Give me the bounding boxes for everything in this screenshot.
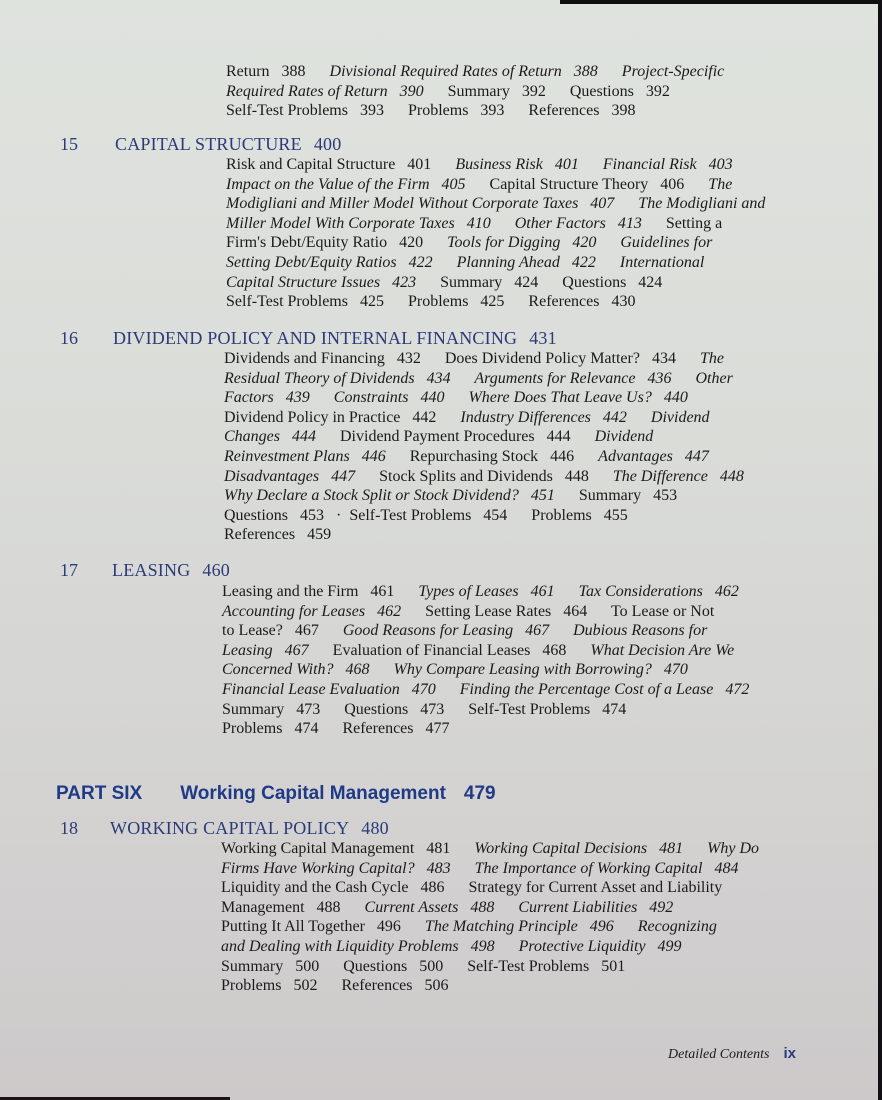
page-number: ix xyxy=(783,1045,797,1062)
toc-entry-line xyxy=(221,839,759,859)
toc-section-entry[interactable]: Putting It All Together 496 xyxy=(221,918,425,936)
toc-subsection-entry[interactable]: Changes 444 xyxy=(224,428,316,446)
part-heading[interactable] xyxy=(56,783,496,805)
toc-section-entry[interactable]: Leasing and the Firm 461 xyxy=(222,583,419,600)
toc-section-entry[interactable]: Risk and Capital Structure 401 xyxy=(226,156,456,173)
toc-entry-line xyxy=(226,155,733,175)
toc-section-entry[interactable]: Management 488 xyxy=(221,898,365,916)
toc-entry-line xyxy=(221,976,449,996)
page-edge-right xyxy=(878,0,882,1100)
toc-section-entry[interactable]: Evaluation of Financial Leases 468 xyxy=(308,641,591,659)
toc-entry-line xyxy=(224,525,331,545)
toc-subsection-entry[interactable]: Types of Leases 461 Tax Considerations 462 xyxy=(418,583,739,600)
chapter-page: 431 xyxy=(529,328,557,348)
toc-entry-line xyxy=(221,878,722,898)
toc-section-entry[interactable]: Dividends and Financing 432 Does Dividend Policy Matter? 434 xyxy=(224,350,700,367)
toc-subsection-entry[interactable]: Leasing 467 xyxy=(222,641,309,659)
toc-entry-line xyxy=(222,582,739,602)
toc-subsection-entry[interactable]: Tools for Digging 420 Guidelines for xyxy=(447,234,713,252)
toc-subsection-entry[interactable]: Setting Debt/Equity Ratios 422 Planning Ahead 422 International xyxy=(226,254,705,271)
toc-subsection-entry[interactable]: Capital Structure Issues 423 xyxy=(226,273,417,291)
toc-entry-line xyxy=(226,62,724,82)
toc-subsection-entry[interactable]: Working Capital Decisions 481 Why Do xyxy=(474,840,760,857)
toc-subsection-entry[interactable]: Impact on the Value of the Firm 405 xyxy=(226,175,466,193)
toc-entry-line xyxy=(226,101,635,121)
toc-entry-line xyxy=(226,253,704,273)
chapter-title-text: DIVIDEND POLICY AND INTERNAL FINANCING xyxy=(113,328,518,348)
toc-entry-line xyxy=(226,175,732,195)
chapter-number: 16 xyxy=(60,328,78,348)
toc-section-entry[interactable]: Repurchasing Stock 446 xyxy=(385,448,599,465)
toc-section-entry[interactable]: Setting a xyxy=(641,214,723,232)
toc-section-entry[interactable]: Problems 502 References 506 xyxy=(221,977,449,995)
toc-entry-line xyxy=(222,641,734,661)
chapter-title[interactable] xyxy=(112,560,230,581)
chapter-number: 18 xyxy=(60,818,78,838)
toc-entry-line xyxy=(224,427,653,447)
toc-section-entry[interactable]: Working Capital Management 481 xyxy=(221,840,475,857)
toc-subsection-entry[interactable]: Advantages 447 xyxy=(598,448,709,465)
running-footer-title: Detailed Contents xyxy=(668,1047,770,1062)
toc-section-entry[interactable]: Capital Structure Theory 406 xyxy=(465,175,709,193)
toc-section-entry[interactable]: Summary 500 Questions 500 Self-Test Problems 501 xyxy=(221,957,626,975)
chapter-title[interactable] xyxy=(113,328,557,349)
toc-subsection-entry[interactable]: Why Declare a Stock Split or Stock Dividend? 451 xyxy=(224,487,555,505)
toc-section-entry[interactable]: Dividend Payment Procedures 444 xyxy=(316,428,595,446)
toc-entry-line xyxy=(222,680,749,700)
toc-entry-line xyxy=(226,194,765,214)
toc-entry-line xyxy=(224,447,709,467)
toc-subsection-entry[interactable]: Required Rates of Return 390 xyxy=(226,82,424,100)
toc-section-entry[interactable]: Summary 473 Questions 473 Self-Test Problems 474 xyxy=(222,700,627,718)
chapter-title[interactable] xyxy=(110,818,389,839)
toc-subsection-entry[interactable]: Divisional Required Rates of Return 388 Project-Specific xyxy=(329,63,725,80)
toc-subsection-entry[interactable]: Dividend xyxy=(594,428,654,446)
chapter-number: 15 xyxy=(60,134,78,154)
toc-subsection-entry[interactable]: The Difference 448 xyxy=(612,467,744,485)
toc-section-entry[interactable]: Liquidity and the Cash Cycle 486 Strategy for Current Asset and Liability xyxy=(221,879,723,897)
page-edge-top xyxy=(560,0,882,4)
toc-subsection-entry[interactable]: Good Reasons for Leasing 467 Dubious Reasons for xyxy=(342,622,708,640)
toc-entry-line xyxy=(221,898,673,918)
toc-subsection-entry[interactable]: What Decision Are We xyxy=(590,641,735,659)
toc-subsection-entry[interactable]: Concerned With? 468 Why Compare Leasing with Borrowing? 470 xyxy=(222,661,688,679)
toc-section-entry[interactable]: Self-Test Problems 393 Problems 393 References 398 xyxy=(226,102,636,120)
toc-section-entry[interactable]: Questions 453 · Self-Test Problems 454 Problems 455 xyxy=(224,506,628,524)
toc-section-entry[interactable]: Setting Lease Rates 464 To Lease or Not xyxy=(401,602,715,620)
toc-subsection-entry[interactable]: Firms Have Working Capital? 483 The Importance of Working Capital 484 xyxy=(221,859,739,877)
toc-section-entry[interactable]: Dividend Policy in Practice 442 xyxy=(224,408,461,426)
chapter-title-text: WORKING CAPITAL POLICY xyxy=(110,818,350,838)
toc-entry-line xyxy=(222,719,450,739)
chapter-page: 460 xyxy=(202,560,231,580)
chapter-page: 480 xyxy=(361,818,389,838)
toc-entry-line xyxy=(224,349,724,369)
toc-section-entry[interactable]: Firm's Debt/Equity Ratio 420 xyxy=(226,234,448,252)
toc-subsection-entry[interactable]: and Dealing with Liquidity Problems 498 Protective Liquidity 499 xyxy=(221,938,682,955)
toc-subsection-entry[interactable]: Business Risk 401 Financial Risk 403 xyxy=(455,156,733,173)
toc-subsection-entry[interactable]: The Matching Principle 496 Recognizing xyxy=(424,918,717,936)
chapter-number: 17 xyxy=(60,560,78,580)
page-footer xyxy=(668,1045,796,1063)
toc-subsection-entry[interactable]: Financial Lease Evaluation 470 Finding the Percentage Cost of a Lease 472 xyxy=(222,681,750,698)
toc-entry-line xyxy=(224,506,628,526)
toc-subsection-entry[interactable]: Disadvantages 447 xyxy=(224,467,356,485)
toc-section-entry[interactable]: Summary 453 xyxy=(554,487,678,505)
toc-subsection-entry[interactable]: Miller Model With Corporate Taxes 410 Other Factors 413 xyxy=(226,214,642,232)
toc-entry-line xyxy=(221,859,738,879)
toc-entry-line xyxy=(226,214,722,234)
toc-subsection-entry[interactable]: Modigliani and Miller Model Without Corporate Taxes 407 The Modigliani and xyxy=(226,195,766,213)
toc-section-entry[interactable]: Summary 392 Questions 392 xyxy=(423,82,670,100)
toc-entry-line xyxy=(222,660,688,680)
toc-subsection-entry[interactable]: Factors 439 Constraints 440 Where Does That Leave Us? 440 xyxy=(224,389,688,407)
toc-subsection-entry[interactable]: Accounting for Leases 462 xyxy=(222,602,402,620)
part-page: 479 xyxy=(463,783,496,804)
toc-entry-line xyxy=(222,621,707,641)
toc-entry-line xyxy=(224,388,688,408)
toc-subsection-entry[interactable]: Residual Theory of Dividends 434 Arguments for Relevance 436 Other xyxy=(224,369,733,387)
toc-entry-line xyxy=(221,957,625,977)
toc-entry-line xyxy=(226,273,662,293)
toc-section-entry[interactable]: Stock Splits and Dividends 448 xyxy=(355,467,613,485)
toc-entry-line xyxy=(226,292,635,312)
chapter-title-text: CAPITAL STRUCTURE xyxy=(115,134,302,154)
toc-section-entry[interactable]: to Lease? 467 xyxy=(222,622,343,640)
toc-entry-line xyxy=(226,82,670,102)
toc-entry-line xyxy=(222,602,714,622)
toc-section-entry[interactable]: References 459 xyxy=(224,526,332,544)
toc-subsection-entry[interactable]: Industry Differences 442 Dividend xyxy=(460,408,710,426)
toc-section-entry[interactable]: Self-Test Problems 425 Problems 425 References 430 xyxy=(226,293,636,311)
toc-entry-line xyxy=(224,467,744,487)
chapter-title[interactable] xyxy=(115,134,341,155)
toc-subsection-entry[interactable]: The xyxy=(708,175,733,193)
part-label: PART SIX xyxy=(56,783,143,804)
chapter-title-text: LEASING xyxy=(112,560,191,580)
toc-entry-line xyxy=(226,233,712,253)
toc-section-entry[interactable]: Return 388 xyxy=(226,63,330,80)
part-title: Working Capital Management xyxy=(180,783,446,804)
toc-section-entry[interactable]: Summary 424 Questions 424 xyxy=(416,273,663,291)
toc-subsection-entry[interactable]: Current Assets 488 Current Liabilities 492 xyxy=(364,898,674,916)
toc-entry-line xyxy=(224,486,677,506)
toc-section-entry[interactable]: Problems 474 References 477 xyxy=(222,720,450,738)
toc-entry-line xyxy=(222,700,626,720)
toc-entry-line xyxy=(221,937,682,957)
toc-subsection-entry[interactable]: The xyxy=(699,350,724,367)
toc-entry-line xyxy=(224,408,710,428)
toc-subsection-entry[interactable]: Reinvestment Plans 446 xyxy=(224,448,386,465)
toc-entry-line xyxy=(221,917,717,937)
toc-entry-line xyxy=(224,369,733,389)
chapter-page: 400 xyxy=(313,134,342,154)
